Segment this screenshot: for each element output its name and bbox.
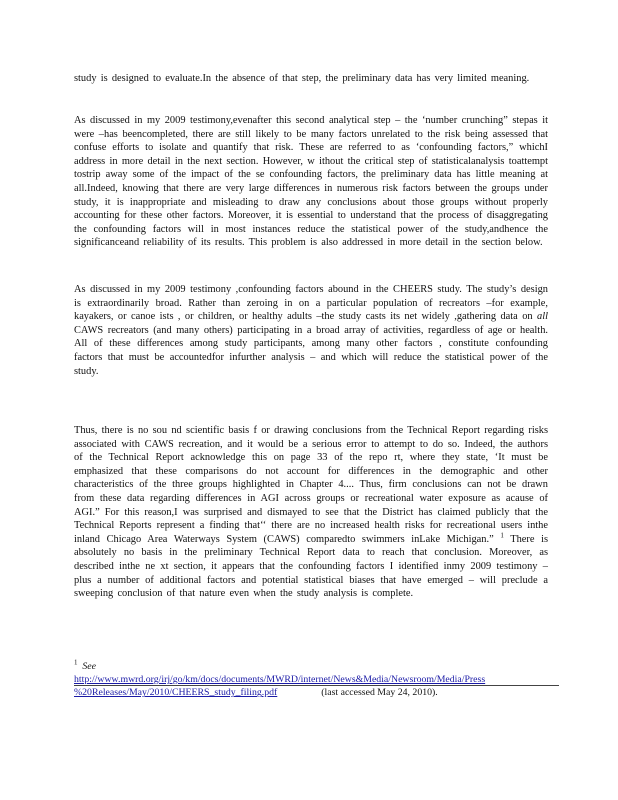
paragraph-technical-report-text: Thus, there is no sou nd scientific basis f or drawing conclusions from the Technical Report regarding risks associated with CAWS recreation, and it would be a serious error to attempt to do so. Indeed, the authors of the Technical Report acknowledge this on page 33 of the repo rt, where they state, ‘It must be emphasized that these comparisons do not account for differences in the demographic and other characteristics of the three groups highlighted in Chapter 4.... Thus, firm conclusions can not be drawn from these data regarding differences in AGI across groups or recreational water exposure as acause of AGI.” For this reason,I was surprised and dismayed to see that the District has claimed publicly that the Technical Reports represent a finding that‘‘ there are no increased health risks for recreational users inthe inland Chicago Area Waterways System (CAWS) comparedto swimmers inLake Michigan.” (74, 425, 548, 545)
paragraph-cheers-text-a: As discussed in my 2009 testimony ,confounding factors abound in the CHEERS study. The study’s design is extraordinarily broad. Rather than zeroing in on a particular population of recreators –for example, kayakers, or canoe ists , or children, or healthy adults –the study casts its net widely ,gathering data on (74, 284, 548, 323)
paragraph-statistical-analysis: As discussed in my 2009 testimony,evenafter this second analytical step – the ‘number crunching” stepas it were –has beencompleted, there are still likely to be many factors unrelated to the risk being assessed that confuse efforts to isolate and quantify that risk. These are referred to as ‘confounding factors,” whichI address in more detail in the next section. However, w ithout the critical step of statisticalanalysis toattempt tostrip away some of the impact of the se confounding factors, the preliminary data has little meaning at all.Indeed, knowing that there are very large differences in numerous risk factors between the groups under study, it is inappropriate and misleading to draw any conclusions about those groups without properly accounting for these other factors. Moreover, it is essential to understand that the process of disaggregating the confounding factors will in most instances reduce the statistical power of the study,andhence the significanceand reliability of its results. This problem is also addressed in more detail in the section below. (74, 115, 548, 249)
footnote-number: 1 (74, 658, 78, 667)
paragraph-cheers-text-b: CAWS recreators (and many others) participating in a broad array of activities, regardless of age or health. All of these differences among study participants, among many other factors , constitute confounding factors that must be accountedfor infurther analysis – and which will reduce the statistical power of the study. (74, 324, 548, 377)
footnote-url-line-2-row (74, 686, 554, 699)
paragraph-no-scientific-basis (74, 424, 548, 601)
footnote-heading (74, 660, 554, 673)
paragraph-study-design: study is designed to evaluate.In the absence of that step, the preliminary data has very limited meaning. (74, 73, 530, 84)
footnote-see: See (82, 661, 97, 672)
paragraph-conclusion-text: There is absolutely no basis in the preliminary Technical Report data to reach that conclusion. Moreover, as described inthe ne xt section, it appears that the confounding factors I identified inmy 2009 testimony – plus a number of additional factors and potential statistical biases that have emerged – will preclude a sweeping conclusion of that nature even when the study analysis is complete. (74, 533, 548, 600)
footnote-reference[interactable]: 1 (500, 531, 504, 540)
footnote-url-line-1[interactable]: http://www.mwrd.org/irj/go/km/docs/documents/MWRD/internet/News&Media/Newsroom/Media/Press (74, 674, 486, 686)
footnote-access-note: (last accessed May 24, 2010). (321, 687, 438, 699)
paragraph-cheers-design (74, 283, 548, 378)
emphasis-all: all (537, 311, 548, 323)
footnote (74, 660, 554, 700)
footnote-url-line-2[interactable]: %20Releases/May/2010/CHEERS_study_filing.pdf (74, 687, 278, 699)
